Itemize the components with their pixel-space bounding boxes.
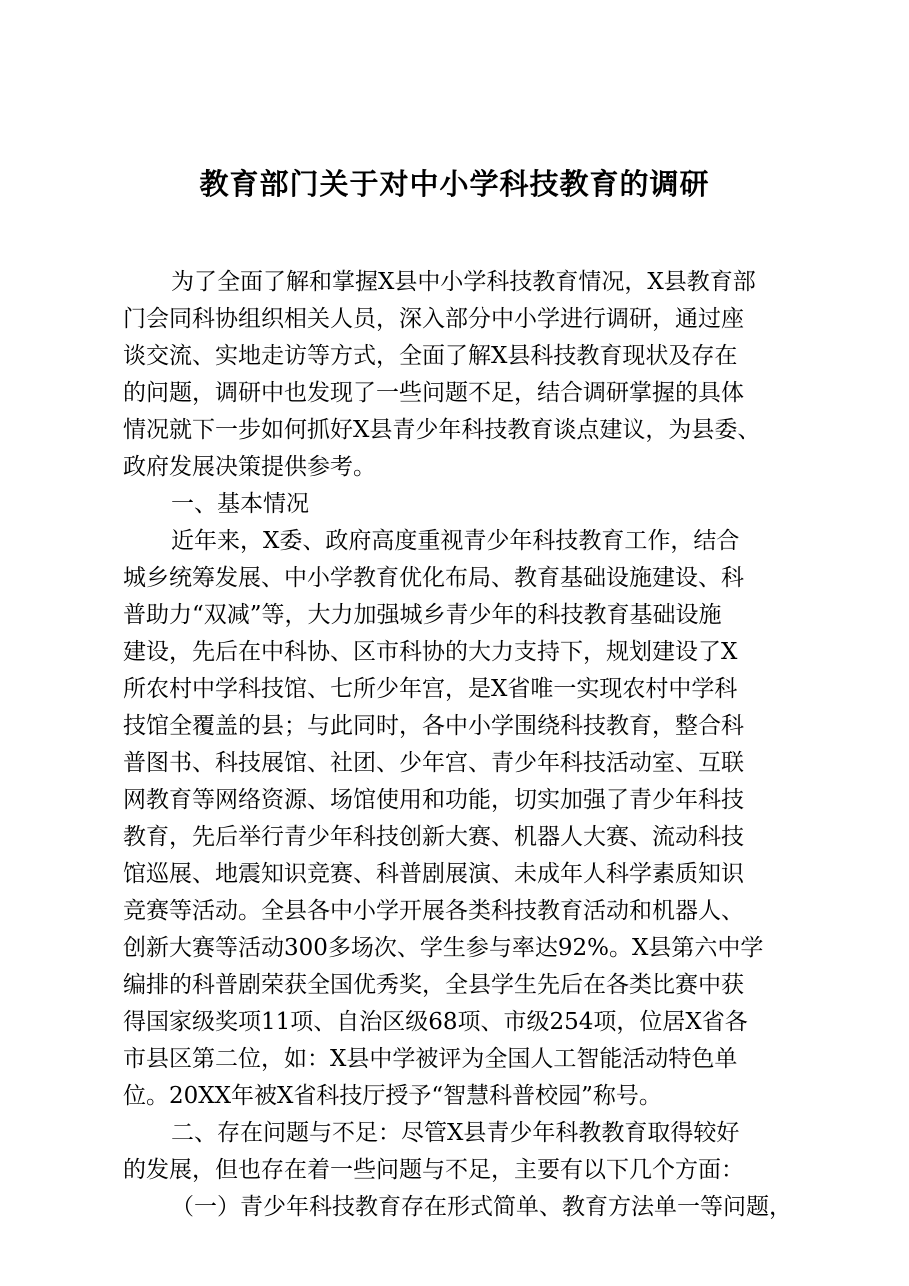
paragraph-line: 建设，先后在中科协、区市科协的大力支持下，规划建设了X xyxy=(123,639,738,665)
section-heading: 一、基本情况 xyxy=(171,491,309,517)
paragraph-line: 谈交流、实地走访等方式，全面了解X县科技教育现状及存在 xyxy=(123,343,738,369)
document-title: 教育部门关于对中小学科技教育的调研 xyxy=(199,167,710,201)
paragraph-line: 城乡统筹发展、中小学教育优化布局、教育基础设施建设、科 xyxy=(123,565,744,591)
paragraph-line: 政府发展决策提供参考。 xyxy=(123,454,376,480)
paragraph-line: 竞赛等活动。全县各中小学开展各类科技教育活动和机器人、 xyxy=(123,898,744,924)
paragraph-line: 编排的科普剧荣获全国优秀奖，全县学生先后在各类比赛中获 xyxy=(123,972,744,998)
paragraph-line: 市县区第二位，如：X县中学被评为全国人工智能活动特色单 xyxy=(123,1046,738,1072)
section-heading: 二、存在问题与不足：尽管X县青少年科教教育取得较好 xyxy=(171,1120,740,1146)
document-body xyxy=(123,264,803,1226)
paragraph-line: 近年来，X委、政府高度重视青少年科技教育工作，结合 xyxy=(171,528,740,554)
paragraph-line: 的发展，但也存在着一些问题与不足，主要有以下几个方面： xyxy=(123,1157,744,1183)
paragraph-line: 教育，先后举行青少年科技创新大赛、机器人大赛、流动科技 xyxy=(123,824,744,850)
paragraph-line: 网教育等网络资源、场馆使用和功能，切实加强了青少年科技 xyxy=(123,787,744,813)
paragraph-line: 的问题，调研中也发现了一些问题不足，结合调研掌握的具体 xyxy=(123,380,744,406)
paragraph-line: 情况就下一步如何抓好X县青少年科技教育谈点建议，为县委、 xyxy=(123,417,761,443)
subsection-heading: （一）青少年科技教育存在形式简单、教育方法单一等问题， xyxy=(171,1194,792,1220)
paragraph-line: 门会同科协组织相关人员，深入部分中小学进行调研，通过座 xyxy=(123,306,744,332)
paragraph-line: 得国家级奖项11项、自治区级68项、市级254项，位居X省各 xyxy=(123,1009,748,1035)
paragraph-line: 普图书、科技展馆、社团、少年宫、青少年科技活动室、互联 xyxy=(123,750,744,776)
paragraph-line: 创新大赛等活动300多场次、学生参与率达92%。X县第六中学 xyxy=(123,935,764,961)
paragraph-line: 所农村中学科技馆、七所少年宫，是X省唯一实现农村中学科 xyxy=(123,676,738,702)
paragraph-line: 馆巡展、地震知识竞赛、科普剧展演、未成年人科学素质知识 xyxy=(123,861,744,887)
paragraph-line: 为了全面了解和掌握X县中小学科技教育情况，X县教育部 xyxy=(171,269,756,295)
paragraph-line: 普助力“双减”等，大力加强城乡青少年的科技教育基础设施 xyxy=(123,602,722,628)
paragraph-line: 技馆全覆盖的县；与此同时，各中小学围绕科技教育，整合科 xyxy=(123,713,744,739)
paragraph-line: 位。20XX年被X省科技厅授予“智慧科普校园”称号。 xyxy=(123,1083,662,1109)
